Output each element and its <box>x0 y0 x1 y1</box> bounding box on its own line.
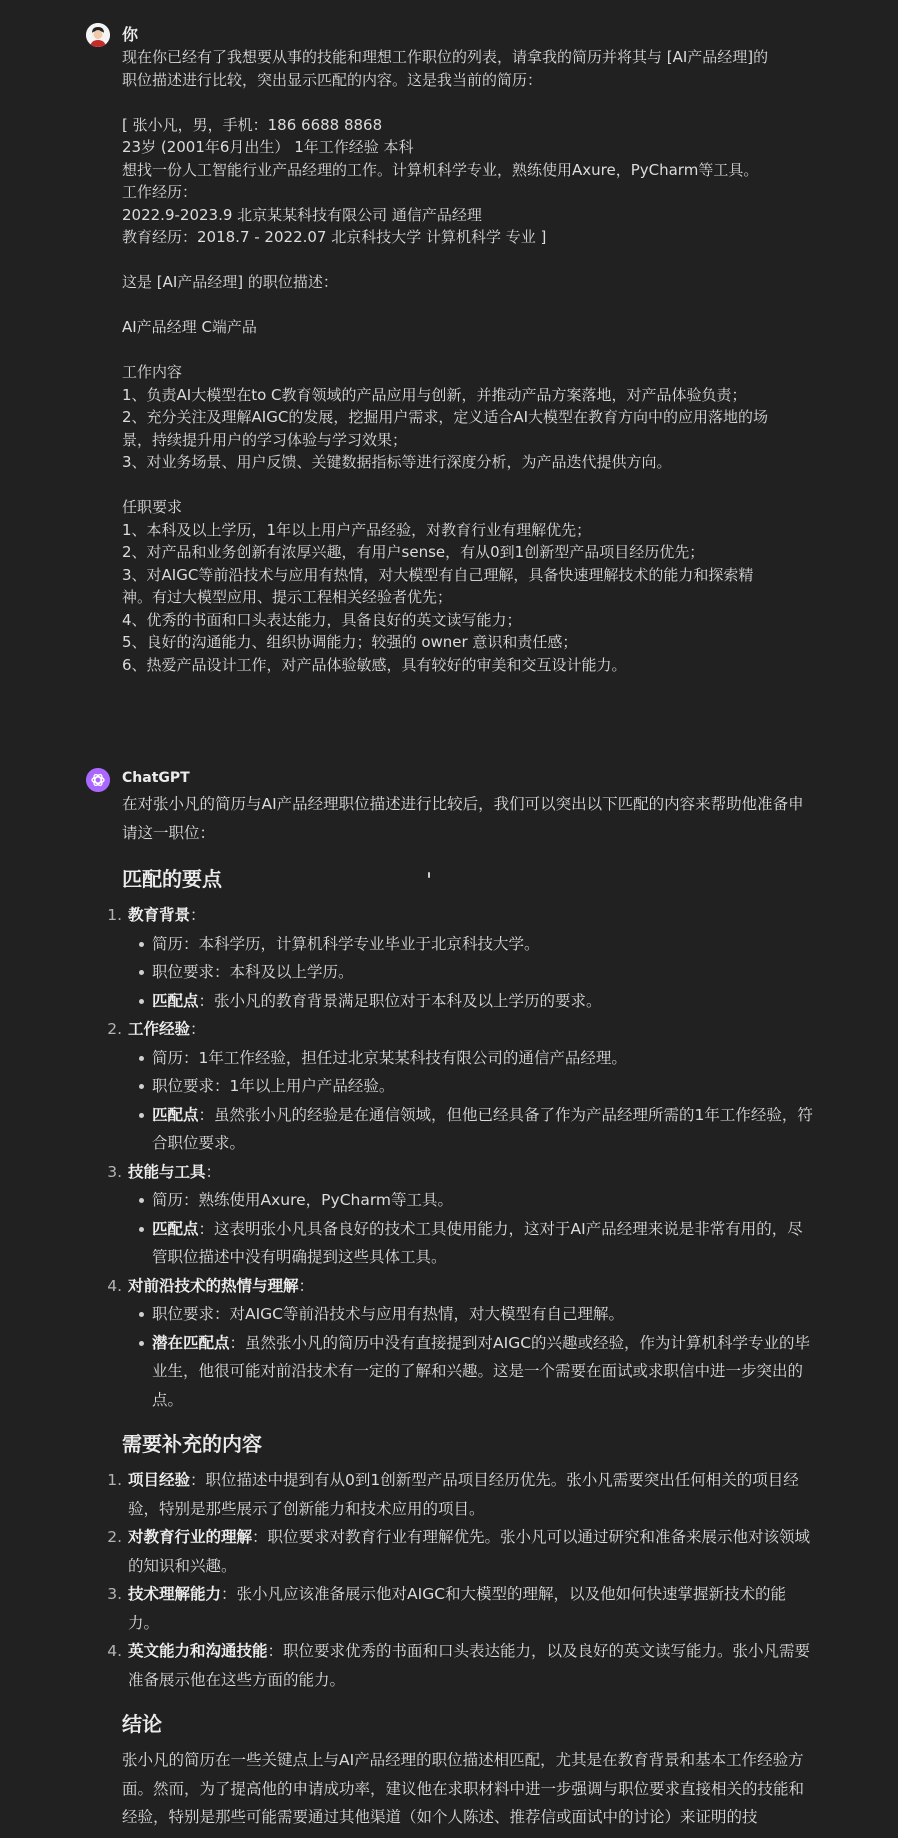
bullet-item <box>152 1215 816 1272</box>
user-text-line: 景，持续提升用户的学习体验与学习效果； <box>122 430 408 449</box>
assistant-message-body <box>107 790 816 1832</box>
match-point-item <box>107 1272 816 1415</box>
user-text-line: 6、热爱产品设计工作，对产品体验敏感，具有较好的审美和交互设计能力。 <box>122 655 627 674</box>
user-text-line: 1、负责AI大模型在to C教育领域的产品应用与创新，并推动产品方案落地，对产品体验负责； <box>122 385 747 404</box>
match-point-title: 教育背景 <box>128 906 191 924</box>
user-text-line: 职位描述进行比较，突出显示匹配的内容。这是我当前的简历： <box>122 70 543 89</box>
list-number: 3. <box>107 1585 122 1603</box>
match-point-bullets <box>128 1044 816 1158</box>
match-point-heading <box>128 1158 816 1187</box>
separator: ： <box>205 1162 222 1181</box>
supplement-title: 技术理解能力 <box>128 1585 222 1603</box>
user-text-line: 3、对AIGC等前沿技术与应用有热情，对大模型有自己理解，具备快速理解技术的能力和探索精 <box>122 565 754 584</box>
bullet-dot <box>139 1341 144 1346</box>
bullet-text: 这表明张小凡具备良好的技术工具使用能力，这对于AI产品经理来说是非常有用的，尽管职位描述中没有明确提到这些具体工具。 <box>152 1219 803 1266</box>
match-point-item <box>107 901 816 1015</box>
supplement-item <box>107 1637 816 1694</box>
match-point-item <box>107 1158 816 1272</box>
separator: ： <box>221 1585 237 1603</box>
bullet-dot <box>139 999 144 1004</box>
bullet-dot <box>139 1227 144 1232</box>
bullet-text: 职位要求：1年以上用户产品经验。 <box>152 1077 395 1095</box>
match-point-heading <box>128 1272 816 1301</box>
user-text-line: 想找一份人工智能行业产品经理的工作。计算机科学专业，熟练使用Axure，PyCharm等工具。 <box>122 160 759 179</box>
supplement-text: 职位要求优秀的书面和口头表达能力，以及良好的英文读写能力。张小凡需要准备展示他在这些方面的能力。 <box>128 1642 811 1689</box>
bullet-dot <box>139 970 144 975</box>
supplement-list <box>107 1466 816 1694</box>
bullet-label: 匹配点 <box>152 1219 199 1238</box>
user-text-line: 3、对业务场景、用户反馈、关键数据指标等进行深度分析，为产品迭代提供方向。 <box>122 453 672 471</box>
supplement-item <box>107 1466 816 1523</box>
supplement-title: 项目经验 <box>128 1471 191 1489</box>
conclusion-text: 张小凡的简历在一些关键点上与AI产品经理的职位描述相匹配，尤其是在教育背景和基本工作经验方面。然而，为了提高他的申请成功率，建议他在求职材料中进一步强调与职位要求直接相关的技能和经验，特别是那些可能需要通过其他渠道（如个人陈述、推荐信或面试中的讨论）来证明的技 <box>122 1751 805 1826</box>
user-text-line: 2、对产品和业务创新有浓厚兴趣，有用户sense，有从0到1创新型产品项目经历优先； <box>122 543 705 561</box>
supplement-title: 英文能力和沟通技能 <box>128 1642 268 1660</box>
user-text-line: 神。有过大模型应用、提示工程相关经验者优先； <box>122 588 453 606</box>
bullet-text: 简历：本科学历，计算机科学专业毕业于北京科技大学。 <box>152 934 540 953</box>
user-text-line: [ 张小凡，男，手机：186 6688 8868 <box>122 115 383 134</box>
match-point-heading <box>128 901 816 930</box>
blank-line <box>122 474 816 497</box>
bullet-dot <box>139 1113 144 1118</box>
user-text-line: 任职要求 <box>122 498 183 516</box>
bullet-item <box>152 1329 816 1415</box>
bullet-text: 职位要求：本科及以上学历。 <box>152 963 354 981</box>
user-message-body <box>122 46 816 676</box>
user-text-line: 2、充分关注及理解AIGC的发展，挖掘用户需求，定义适合AI大模型在教育方向中的应用落地的场 <box>122 408 769 426</box>
bullet-item <box>152 1044 816 1073</box>
bullet-item <box>152 1300 816 1329</box>
separator: ： <box>198 1105 215 1124</box>
bullet-text: 简历：1年工作经验，担任过北京某某科技有限公司的通信产品经理。 <box>152 1048 627 1067</box>
separator: ： <box>267 1642 284 1660</box>
separator: ： <box>252 1528 268 1546</box>
user-text-line: 工作内容 <box>122 363 183 381</box>
match-points-list <box>107 901 816 1414</box>
supplement-text: 职位描述中提到有从0到1创新型产品项目经历优先。张小凡需要突出任何相关的项目经验，特别是那些展示了创新能力和技术应用的项目。 <box>128 1471 799 1518</box>
user-text-line: 教育经历：2018.7 - 2022.07 北京科技大学 计算机科学 专业 ] <box>122 228 547 246</box>
user-text-line: 这是 [AI产品经理] 的职位描述： <box>122 273 338 291</box>
list-number: 4. <box>107 1642 122 1660</box>
section-heading-matches: 匹配的要点 <box>122 867 222 891</box>
match-point-title: 工作经验 <box>128 1020 191 1038</box>
bullet-text: 张小凡的教育背景满足职位对于本科及以上学历的要求。 <box>214 991 602 1010</box>
bullet-item <box>152 1186 816 1215</box>
bullet-label: 匹配点 <box>152 991 199 1010</box>
supplement-item <box>107 1580 816 1637</box>
bullet-dot <box>139 1084 144 1089</box>
user-avatar-icon <box>86 23 110 47</box>
list-number: 1. <box>107 1471 122 1489</box>
openai-logo-icon <box>86 768 110 792</box>
match-point-bullets <box>128 1186 816 1272</box>
user-text-line: 5、良好的沟通能力、组织协调能力；较强的 owner 意识和责任感； <box>122 633 578 651</box>
bullet-dot <box>139 942 144 947</box>
bullet-text: 虽然张小凡的简历中没有直接提到对AIGC的兴趣或经验，作为计算机科学专业的毕业生，他很可能对前沿技术有一定的了解和兴趣。这是一个需要在面试或求职信中进一步突出的点。 <box>152 1333 811 1409</box>
match-point-bullets <box>128 930 816 1016</box>
bullet-dot <box>139 1056 144 1061</box>
user-text-line: 现在你已经有了我想要从事的技能和理想工作职位的列表，请拿我的简历并将其与 [AI产品经理]的 <box>122 48 769 66</box>
separator: ： <box>198 991 215 1010</box>
bullet-dot <box>139 1312 144 1317</box>
match-point-item <box>107 1015 816 1158</box>
bullet-item <box>152 958 816 987</box>
bullet-label: 匹配点 <box>152 1105 199 1124</box>
bullet-item <box>152 1072 816 1101</box>
blank-line <box>122 339 816 362</box>
assistant-message <box>0 760 898 1838</box>
bullet-item <box>152 1101 816 1158</box>
user-text-line: 工作经历： <box>122 183 198 201</box>
user-text-line: 4、优秀的书面和口头表达能力，具备良好的英文读写能力； <box>122 610 522 629</box>
supplement-title: 对教育行业的理解 <box>128 1528 253 1546</box>
user-avatar <box>86 23 110 47</box>
supplement-item <box>107 1523 816 1580</box>
match-point-bullets <box>128 1300 816 1414</box>
user-text-line: 1、本科及以上学历，1年以上用户产品经验，对教育行业有理解优先； <box>122 520 592 539</box>
blank-line <box>122 91 816 114</box>
bullet-text: 简历：熟练使用Axure，PyCharm等工具。 <box>152 1191 454 1209</box>
bullet-label: 潜在匹配点 <box>152 1333 230 1352</box>
list-number: 3. <box>107 1162 122 1181</box>
user-text-line: 2022.9-2023.9 北京某某科技有限公司 通信产品经理 <box>122 205 482 224</box>
bullet-item <box>152 987 816 1016</box>
bullet-dot <box>139 1198 144 1203</box>
bullet-item <box>152 930 816 959</box>
user-author-name: 你 <box>122 25 139 44</box>
section-heading-conclusion: 结论 <box>122 1712 162 1736</box>
list-number: 2. <box>107 1528 122 1546</box>
list-number: 1. <box>107 906 122 924</box>
separator: ： <box>229 1333 246 1352</box>
scroll-to-bottom-button[interactable] <box>415 862 443 890</box>
blank-line <box>122 249 816 272</box>
bullet-text: 职位要求：对AIGC等前沿技术与应用有热情，对大模型有自己理解。 <box>152 1305 625 1323</box>
section-heading-supplement: 需要补充的内容 <box>122 1432 262 1456</box>
separator: ： <box>198 1219 215 1238</box>
user-text-line: AI产品经理 C端产品 <box>122 318 257 336</box>
separator: ： <box>190 906 206 924</box>
list-number: 4. <box>107 1276 122 1295</box>
chatgpt-avatar <box>86 768 110 792</box>
blank-line <box>122 294 816 317</box>
bullet-text: 虽然张小凡的经验是在通信领域，但他已经具备了作为产品经理所需的1年工作经验，符合职位要求。 <box>152 1105 813 1152</box>
assistant-intro: 在对张小凡的简历与AI产品经理职位描述进行比较后，我们可以突出以下匹配的内容来帮助他准备申请这一职位： <box>122 795 804 842</box>
separator: ： <box>190 1020 206 1038</box>
assistant-author-name: ChatGPT <box>122 770 190 786</box>
list-number: 2. <box>107 1020 122 1038</box>
user-message <box>0 0 898 740</box>
supplement-text: 张小凡应该准备展示他对AIGC和大模型的理解，以及他如何快速掌握新技术的能力。 <box>128 1585 787 1632</box>
user-text-line: 23岁 (2001年6月出生） 1年工作经验 本科 <box>122 138 414 156</box>
supplement-text: 职位要求对教育行业有理解优先。张小凡可以通过研究和准备来展示他对该领域的知识和兴趣。 <box>128 1528 811 1575</box>
separator: ： <box>298 1276 315 1295</box>
separator: ： <box>190 1471 206 1489</box>
match-point-title: 对前沿技术的热情与理解 <box>128 1276 299 1295</box>
match-point-title: 技能与工具 <box>128 1162 206 1181</box>
match-point-heading <box>128 1015 816 1044</box>
